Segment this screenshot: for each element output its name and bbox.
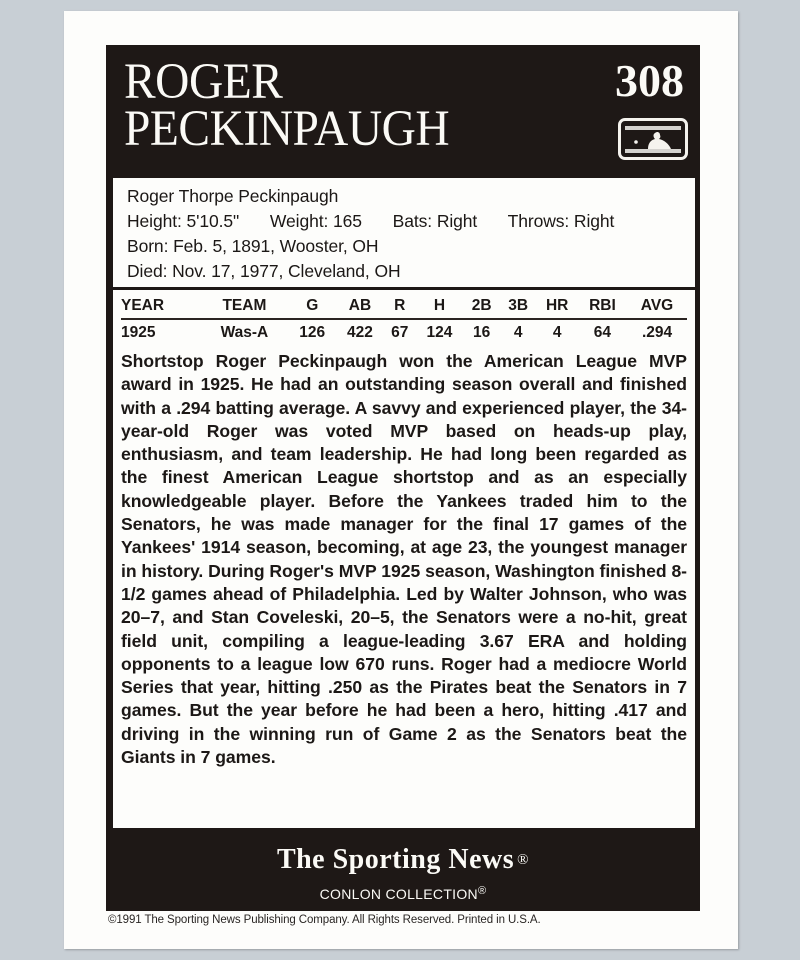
player-first-name: ROGER	[124, 54, 283, 110]
registered-mark: ®	[517, 852, 530, 868]
died: Died: Nov. 17, 1977, Cleveland, OH	[127, 261, 401, 281]
table-row	[121, 319, 687, 343]
player-last-name: PECKINPAUGH	[124, 101, 450, 157]
col-games: G	[288, 294, 336, 319]
player-name	[124, 54, 450, 157]
registered-mark: ®	[477, 885, 487, 897]
cell-average: .294	[641, 324, 673, 341]
collection-name: CONLON COLLECTION	[319, 886, 478, 902]
cell-team: Was-A	[220, 324, 269, 341]
col-average: AVG	[627, 294, 687, 319]
full-name: Roger Thorpe Peckinpaugh	[127, 186, 339, 206]
col-hits: H	[416, 294, 464, 319]
col-home-runs: HR	[537, 294, 578, 319]
mlb-logo-icon	[618, 118, 688, 160]
stats-table	[121, 294, 687, 343]
physical-row	[127, 209, 681, 234]
biography-text: Shortstop Roger Peckinpaugh won the American League MVP award in 1925. He had an outstanding season overall and finished with a .294 batting average. A savvy and experienced player, the 34-year-old Roger was voted MVP based on heads-up play, enthusiasm, and team leadership. He had long been regarded as the finest American League shortstop and as an especially knowledgeable player. Before the Yankees traded him to the Senators, he was made manager for the final 17 games of the Yankees' 1914 season, becoming, at age 23, the youngest manager in history. During Roger's MVP 1925 season, Washington finished 8-1/2 games ahead of Philadelphia. Led by Walter Johnson, who was 20–7, and Stan Coveleski, 20–5, the Senators were a no-hit, great field unit, compiling a league-leading 3.67 ERA and holding opponents to a league low 670 runs. Roger had a mediocre World Series that year, hitting .250 as the Pirates beat the Senators in 7 games. But the year before he had been a hero, hitting .417 and driving in the winning run of Game 2 as the Senators beat the Giants in 7 games.	[121, 351, 687, 768]
weight: Weight: 165	[269, 211, 362, 231]
born: Born: Feb. 5, 1891, Wooster, OH	[127, 236, 379, 256]
card-number: 308	[615, 55, 684, 106]
cell-runs: 67	[391, 324, 409, 341]
col-runs: R	[384, 294, 416, 319]
col-doubles: 2B	[463, 294, 500, 319]
col-rbi: RBI	[578, 294, 627, 319]
sporting-news-logo	[106, 845, 700, 875]
cell-year: 1925	[121, 324, 156, 341]
cell-at-bats: 422	[347, 324, 373, 341]
card-frame	[106, 45, 700, 911]
throws: Throws: Right	[507, 211, 615, 231]
cell-hits: 124	[426, 324, 453, 341]
cell-games: 126	[299, 324, 326, 341]
col-at-bats: AB	[336, 294, 384, 319]
stats-and-biography-box	[113, 290, 695, 828]
col-team: TEAM	[200, 294, 288, 319]
baseball-card-back	[64, 11, 738, 949]
col-triples: 3B	[500, 294, 537, 319]
cell-home-runs: 4	[552, 324, 562, 341]
conlon-collection	[106, 883, 700, 902]
cell-doubles: 16	[473, 324, 491, 341]
copyright-notice: ©1991 The Sporting News Publishing Company. All Rights Reserved. Printed in U.S.A.	[108, 914, 541, 926]
cell-triples: 4	[513, 324, 523, 341]
bats: Bats: Right	[392, 211, 478, 231]
cell-rbi: 64	[593, 324, 612, 341]
stats-header-row	[121, 294, 687, 319]
player-bio-box	[113, 178, 695, 287]
col-year: YEAR	[121, 294, 200, 319]
brand-name: The Sporting News	[276, 844, 515, 875]
height: Height: 5'10.5"	[127, 211, 240, 231]
